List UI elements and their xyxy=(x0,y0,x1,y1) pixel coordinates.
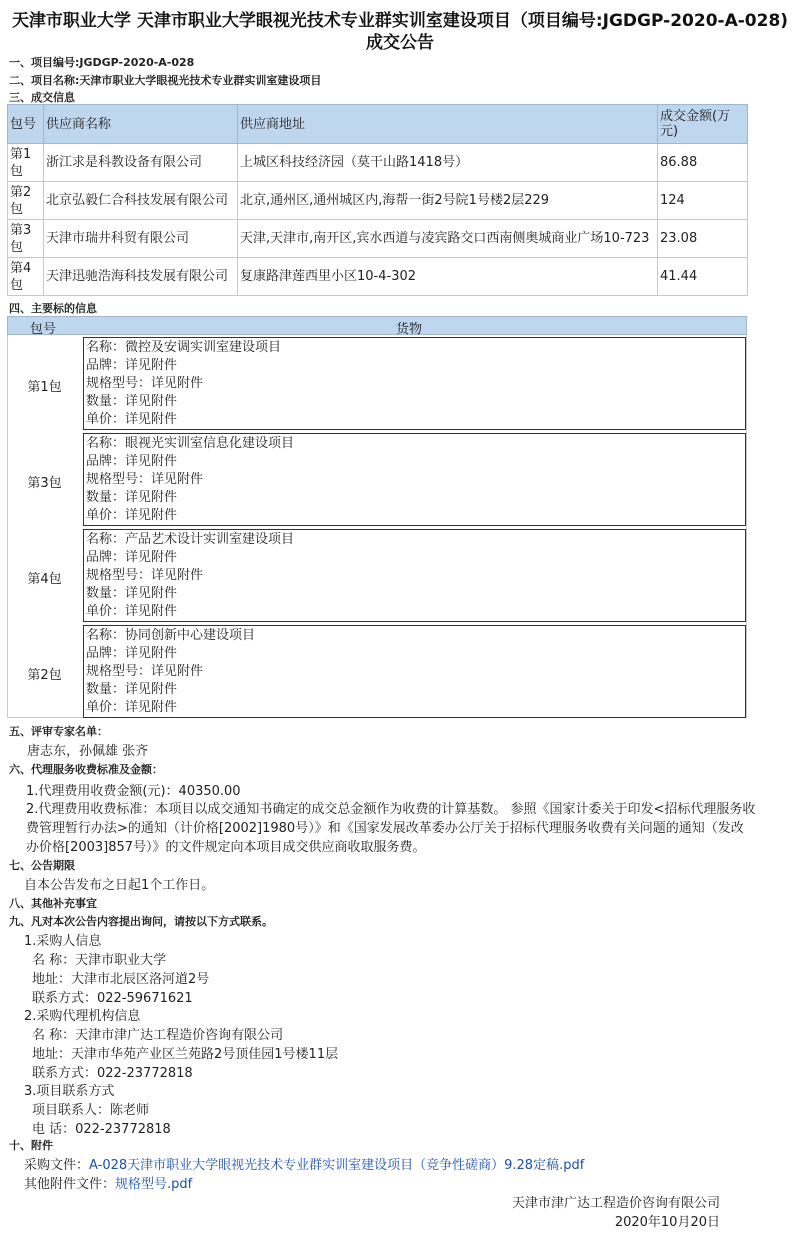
cell-amount: 23.08 xyxy=(658,220,748,258)
project-contact-heading: 3.项目联系方式 xyxy=(24,1084,115,1099)
goods-brand: 品牌：详见附件 xyxy=(86,358,178,373)
goods-quantity: 数量：详见附件 xyxy=(86,586,178,601)
cell-package: 第3包 xyxy=(8,220,44,258)
cell-supplier-name: 北京弘毅仁合科技发展有限公司 xyxy=(44,182,238,220)
cell-supplier-address: 上城区科技经济园（莫干山路1418号） xyxy=(238,144,658,182)
goods-unit-price: 单价：详见附件 xyxy=(86,700,178,715)
cell-supplier-address: 北京,通州区,通州城区内,海帮一街2号院1号楼2层229 xyxy=(238,182,658,220)
section-other-matters: 八、其他补充事宜 xyxy=(9,897,97,910)
purchaser-address: 地址：大津市北辰区洛河道2号 xyxy=(32,972,210,987)
table-row xyxy=(8,220,748,258)
goods-name: 名称：眼视光实训室信息化建设项目 xyxy=(86,436,295,451)
purchaser-phone: 联系方式：022-59671621 xyxy=(32,991,193,1006)
table-row xyxy=(8,258,748,296)
goods-quantity: 数量：详见附件 xyxy=(86,394,178,409)
other-file-link[interactable]: 规格型号.pdf xyxy=(115,1177,193,1192)
goods-unit-price: 单价：详见附件 xyxy=(86,412,178,427)
purchaser-name: 名 称：天津市职业大学 xyxy=(32,953,167,968)
cell-amount: 86.88 xyxy=(658,144,748,182)
goods-item xyxy=(83,337,746,430)
section-main-items: 四、主要标的信息 xyxy=(9,302,97,315)
cell-package: 第1包 xyxy=(8,144,44,182)
section-notice-period: 七、公告期限 xyxy=(9,859,75,872)
cell-supplier-address: 复康路津莲西里小区10-4-302 xyxy=(238,258,658,296)
goods-spec: 规格型号：详见附件 xyxy=(86,376,204,391)
goods-item xyxy=(83,529,746,622)
supplier-table-header xyxy=(8,105,748,144)
purchaser-heading: 1.采购人信息 xyxy=(24,934,102,949)
cell-supplier-address: 天津,天津市,南开区,宾水西道与凌宾路交口西南侧奥城商业广场10-723 xyxy=(238,220,658,258)
section-project-number: 一、项目编号:JGDGP-2020-A-028 xyxy=(9,56,195,69)
col-header-supplier-name: 供应商名称 xyxy=(44,105,238,144)
col-header-package: 包号 xyxy=(30,322,57,337)
goods-name: 名称：微控及安调实训室建设项目 xyxy=(86,340,282,355)
goods-name: 名称：协同创新中心建设项目 xyxy=(86,628,256,643)
goods-unit-price: 单价：详见附件 xyxy=(86,604,178,619)
goods-item xyxy=(83,625,746,718)
goods-brand: 品牌：详见附件 xyxy=(86,646,178,661)
goods-spec: 规格型号：详见附件 xyxy=(86,568,204,583)
cell-package: 第4包 xyxy=(8,258,44,296)
cell-supplier-name: 浙江求是科教设备有限公司 xyxy=(44,144,238,182)
cell-amount: 124 xyxy=(658,182,748,220)
fee-standard: 2.代理费用收费标准：本项目以成交通知书确定的成交总金额作为收费的计算基数。 参照《国家计委关于印发<招标代理服务收费管理暂行办法>的通知（计价格[2002]1980号）》和《国家发展改革委办公厅关于招标代理服务收费有关问题的通知（发改办价格[2003]857号）》的文件规定向本项目成交供应商收取服务费。 xyxy=(26,802,756,855)
goods-package: 第4包 xyxy=(27,572,62,587)
section-deal-info: 三、成交信息 xyxy=(9,91,75,104)
other-file-row xyxy=(24,1173,192,1192)
agency-heading: 2.采购代理机构信息 xyxy=(24,1009,141,1024)
col-header-package: 包号 xyxy=(8,105,44,144)
goods-spec: 规格型号：详见附件 xyxy=(86,664,204,679)
table-row xyxy=(8,144,748,182)
cell-amount: 41.44 xyxy=(658,258,748,296)
notice-period-text: 自本公告发布之日起1个工作日。 xyxy=(24,878,215,893)
cell-package: 第2包 xyxy=(8,182,44,220)
supplier-table xyxy=(7,104,748,296)
agency-phone: 联系方式：022-23772818 xyxy=(32,1066,193,1081)
project-contact-person: 项目联系人：陈老师 xyxy=(32,1103,150,1118)
table-row xyxy=(8,182,748,220)
col-header-supplier-address: 供应商地址 xyxy=(238,105,658,144)
project-contact-phone: 电 话：022-23772818 xyxy=(32,1122,171,1137)
cell-supplier-name: 天津迅驰浩海科技发展有限公司 xyxy=(44,258,238,296)
cell-supplier-name: 天津市瑞井科贸有限公司 xyxy=(44,220,238,258)
goods-brand: 品牌：详见附件 xyxy=(86,454,178,469)
section-contact: 九、凡对本次公告内容提出询问，请按以下方式联系。 xyxy=(9,915,273,928)
section-fees: 六、代理服务收费标准及金额： xyxy=(9,763,163,776)
goods-spec: 规格型号：详见附件 xyxy=(86,472,204,487)
goods-name: 名称：产品艺术设计实训室建设项目 xyxy=(86,532,295,547)
page-title: 天津市职业大学 天津市职业大学眼视光技术专业群实训室建设项目（项目编号:JGDGP-2020-A-028)成交公告 xyxy=(11,11,789,53)
purchase-file-label: 采购文件： xyxy=(24,1158,90,1173)
goods-package: 第3包 xyxy=(27,476,62,491)
goods-package: 第1包 xyxy=(27,380,62,395)
section-project-name: 二、项目名称:天津市职业大学眼视光技术专业群实训室建设项目 xyxy=(9,74,322,87)
section-experts: 五、评审专家名单： xyxy=(9,725,108,738)
goods-table-header xyxy=(7,316,747,335)
other-file-label: 其他附件文件： xyxy=(24,1177,116,1192)
goods-item xyxy=(83,433,746,526)
agency-name: 名 称：天津市津广达工程造价咨询有限公司 xyxy=(32,1028,284,1043)
purchase-file-link[interactable]: A-028天津市职业大学眼视光技术专业群实训室建设项目（竞争性磋商）9.28定稿.pdf xyxy=(89,1158,585,1173)
agency-address: 地址：天津市华苑产业区兰苑路2号顶佳园1号楼11层 xyxy=(32,1047,339,1062)
col-header-amount: 成交金额(万元) xyxy=(658,105,748,144)
section-attachments: 十、附件 xyxy=(9,1139,53,1152)
purchase-file-row xyxy=(24,1154,584,1173)
expert-list: 唐志东，孙佩雄 张齐 xyxy=(27,744,149,759)
goods-brand: 品牌：详见附件 xyxy=(86,550,178,565)
fee-amount: 1.代理费用收费金额(元)：40350.00 xyxy=(26,784,241,799)
goods-unit-price: 单价：详见附件 xyxy=(86,508,178,523)
signature-org: 天津市津广达工程造价咨询有限公司 xyxy=(511,1196,720,1211)
goods-package: 第2包 xyxy=(27,668,62,683)
signature-date: 2020年10月20日 xyxy=(614,1215,720,1230)
goods-quantity: 数量：详见附件 xyxy=(86,490,178,505)
col-header-goods: 货物 xyxy=(396,322,423,337)
goods-quantity: 数量：详见附件 xyxy=(86,682,178,697)
